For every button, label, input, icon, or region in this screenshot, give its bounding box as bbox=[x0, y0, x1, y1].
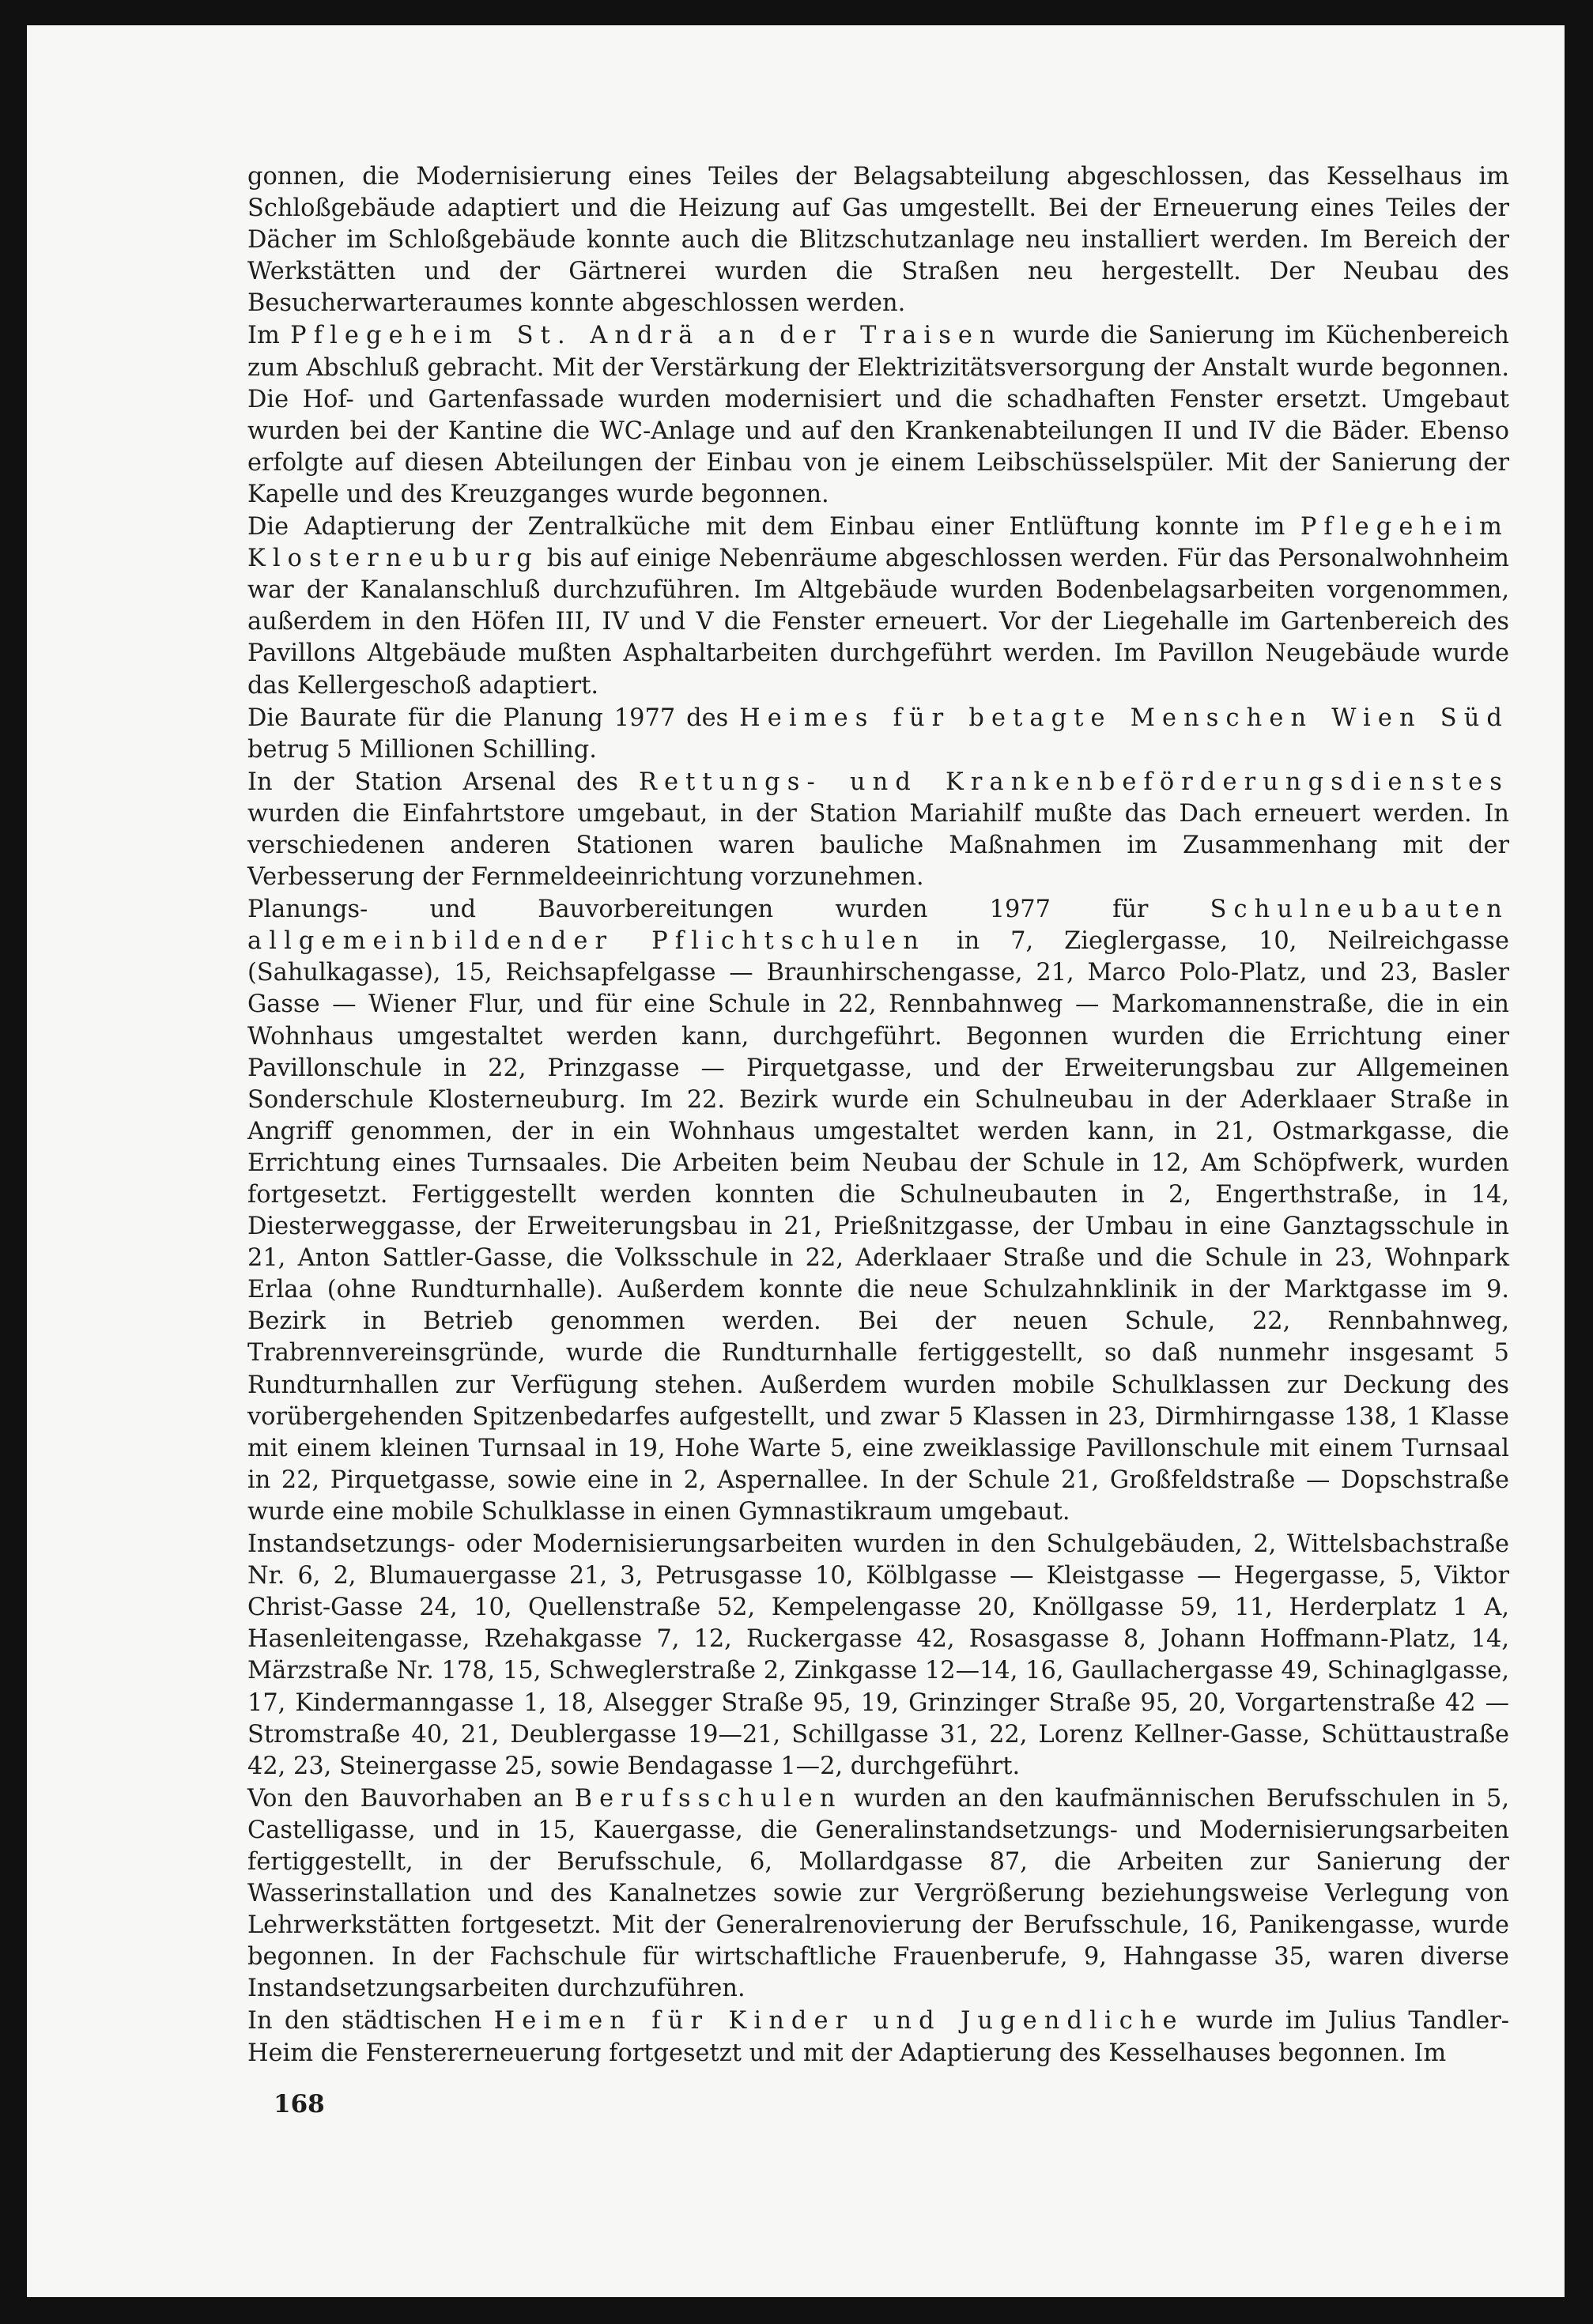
paragraph-3 bbox=[247, 511, 1509, 702]
paragraph-3-text-a: Die Adaptierung der Zentralküche mit dem Einbau einer Entlüftung konnte im bbox=[247, 513, 1300, 541]
paragraph-7 bbox=[247, 1529, 1509, 1783]
spaced-heading-schulneubauten: Schulneubauten allgemeinbildender Pflichtschulen bbox=[247, 896, 1509, 956]
paragraph-2-text-b: wurde die Sanierung im Küchenbereich zum Abschluß gebracht. Mit der Verstärkung der Elektrizitätsversorgung der Anstalt wurde begonnen. Die Hof- und Gartenfassade wurden modernisiert und die schadhaften Fenster ersetzt. Umgebaut wurden bei der Kantine die WC-Anlage und auf den Krankenabteilungen II und IV die Bäder. Ebenso erfolgte auf diesen Abteilungen der Einbau von je einem Leibschüsselspüler. Mit der Sanierung der Kapelle und des Kreuzganges wurde begonnen. bbox=[247, 322, 1509, 508]
spaced-heading-heim-betagte-menschen: Heimes für betagte Menschen Wien Süd bbox=[739, 704, 1510, 732]
paragraph-4-text-b: betrug 5 Millionen Schilling. bbox=[247, 735, 597, 764]
paragraph-8-text-a: Von den Bauvorhaben an bbox=[247, 1784, 575, 1813]
page-number: 168 bbox=[274, 2090, 325, 2118]
paragraph-9-text-b: wurde im Julius Tandler-Heim die Fenstererneuerung fortgesetzt und mit der Adaptierung des Kesselhauses begonnen. Im bbox=[247, 2007, 1509, 2067]
spaced-heading-pflegeheim-klosterneuburg: Pflegeheim Klosterneuburg bbox=[247, 513, 1509, 573]
paragraph-6 bbox=[247, 894, 1509, 1528]
spaced-heading-heime-kinder-jugendliche: Heimen für Kinder und Jugendliche bbox=[493, 2007, 1184, 2035]
paragraph-4-text-a: Die Baurate für die Planung 1977 des bbox=[247, 704, 740, 732]
paragraph-9 bbox=[247, 2005, 1509, 2069]
paragraph-2 bbox=[247, 320, 1509, 511]
paragraph-6-text-b: in 7, Zieglergasse, 10, Neilreichgasse (Sahulkagasse), 15, Reichsapfelgasse — Braunhirschengasse, 21, Marco Polo-Platz, und 23, Basler Gasse — Wiener Flur, und für eine Schule in 22, Rennbahnweg — Markomannenstraße, die in ein Wohnhaus umgestaltet werden kann, durchgeführt. Begonnen wurden die Errichtung einer Pavillonschule in 22, Prinzgasse — Pirquetgasse, und der Erweiterungsbau zur Allgemeinen Sonderschule Klosterneuburg. Im 22. Bezirk wurde ein Schulneubau in der Aderklaaer Straße in Angriff genommen, der in ein Wohnhaus umgestaltet werden kann, in 21, Ostmarkgasse, die Errichtung eines Turnsaales. Die Arbeiten beim Neubau der Schule in 12, Am Schöpfwerk, wurden fortgesetzt. Fertiggestellt werden konnten die Schulneubauten in 2, Engerthstraße, in 14, Diesterweggasse, der Erweiterungsbau in 21, Prießnitzgasse, der Umbau in eine Ganztagsschule in 21, Anton Sattler-Gasse, die Volksschule in 22, Aderklaaer Straße und die Schule in 23, Wohnpark Erlaa (ohne Rundturnhalle). Außerdem konnte die neue Schulzahnklinik in der Marktgasse im 9. Bezirk in Betrieb genommen werden. Bei der neuen Schule, 22, Rennbahnweg, Trabrennvereinsgründe, wurde die Rundturnhalle fertiggestellt, so daß nunmehr insgesamt 5 Rundturnhallen zur Verfügung stehen. Außerdem wurden mobile Schulklassen zur Deckung des vorübergehenden Spitzenbedarfes aufgestellt, und zwar 5 Klassen in 23, Dirmhirngasse 138, 1 Klasse mit einem kleinen Turnsaal in 19, Hohe Warte 5, eine zweiklassige Pavillonschule mit einem Turnsaal in 22, Pirquetgasse, sowie eine in 2, Aspernallee. In der Schule 21, Großfeldstraße — Dopschstraße wurde eine mobile Schulklasse in einen Gymnastikraum umgebaut. bbox=[247, 927, 1509, 1526]
paragraph-8 bbox=[247, 1783, 1509, 2005]
spaced-heading-pflegeheim-st-andrae: Pflegeheim St. Andrä an der Traisen bbox=[290, 322, 1002, 350]
paragraph-5-text-a: In der Station Arsenal des bbox=[247, 768, 640, 796]
paragraph-8-text-b: wurden an den kaufmännischen Berufsschulen in 5, Castelligasse, und in 15, Kauergasse, die Generalinstandsetzungs- und Modernisierungsarbeiten fertiggestellt, in der Berufsschule, 6, Mollardgasse 87, die Arbeiten zur Sanierung der Wasserinstallation und des Kanalnetzes sowie zur Vergrößerung beziehungsweise Verlegung von Lehrwerkstätten fortgesetzt. Mit der Generalrenovierung der Berufsschule, 16, Panikengasse, wurde begonnen. In der Fachschule für wirtschaftliche Frauenberufe, 9, Hahngasse 35, waren diverse Instandsetzungsarbeiten durchzuführen. bbox=[247, 1784, 1509, 2003]
paragraph-4 bbox=[247, 703, 1509, 766]
paragraph-7-text: Instandsetzungs- oder Modernisierungsarbeiten wurden in den Schulgebäuden, 2, Wittelsbachstraße Nr. 6, 2, Blumauergasse 21, 3, Petrusgasse 10, Kölblgasse — Kleistgasse — Hegergasse, 5, Viktor Christ-Gasse 24, 10, Quellenstraße 52, Kempelengasse 20, Knöllgasse 59, 11, Herderplatz 1 A, Hasenleitengasse, Rzehakgasse 7, 12, Ruckergasse 42, Rosasgasse 8, Johann Hoffmann-Platz, 14, Märzstraße Nr. 178, 15, Schweglerstraße 2, Zinkgasse 12—14, 16, Gaullachergasse 49, Schinaglgasse, 17, Kindermanngasse 1, 18, Alsegger Straße 95, 19, Grinzinger Straße 95, 20, Vorgartenstraße 42 — Stromstraße 40, 21, Deublergasse 19—21, Schillgasse 31, 22, Lorenz Kellner-Gasse, Schüttaustraße 42, 23, Steinergasse 25, sowie Bendagasse 1—2, durchgeführt. bbox=[247, 1530, 1509, 1780]
paragraph-9-text-a: In den städtischen bbox=[247, 2007, 494, 2035]
paragraph-5-text-b: wurden die Einfahrtstore umgebaut, in der Station Mariahilf mußte das Dach erneuert werden. In verschiedenen anderen Stationen waren bauliche Maßnahmen im Zusammenhang mit der Verbesserung der Fernmeldeeinrichtung vorzunehmen. bbox=[247, 799, 1509, 892]
paragraph-5 bbox=[247, 767, 1509, 893]
paragraph-2-text-a: Im bbox=[247, 322, 291, 350]
paragraph-1-text: gonnen, die Modernisierung eines Teiles der Belagsabteilung abgeschlossen, das Kesselhaus im Schloßgebäude adaptiert und die Heizung auf Gas umgestellt. Bei der Erneuerung eines Teiles der Dächer im Schloßgebäude konnte auch die Blitzschutzanlage neu installiert werden. Im Bereich der Werkstätten und der Gärtnerei wurden die Straßen neu hergestellt. Der Neubau des Besucherwarteraumes konnte abgeschlossen werden. bbox=[247, 163, 1509, 318]
spaced-heading-rettungsdienst: Rettungs- und Krankenbeförderungsdienstes bbox=[639, 768, 1509, 796]
paragraph-3-text-b: bis auf einige Nebenräume abgeschlossen werden. Für das Personalwohnheim war der Kanalanschluß durchzuführen. Im Altgebäude wurden Bodenbelagsarbeiten vorgenommen, außerdem in den Höfen III, IV und V die Fenster erneuert. Vor der Liegehalle im Gartenbereich des Pavillons Altgebäude mußten Asphaltarbeiten durchgeführt werden. Im Pavillon Neugebäude wurde das Kellergeschoß adaptiert. bbox=[247, 545, 1509, 700]
spaced-heading-berufsschulen: Berufsschulen bbox=[574, 1784, 843, 1813]
body-text bbox=[247, 161, 1509, 2069]
paragraph-1 bbox=[247, 161, 1509, 319]
paragraph-6-text-a: Planungs- und Bauvorbereitungen wurden 1977 für bbox=[247, 896, 1210, 924]
